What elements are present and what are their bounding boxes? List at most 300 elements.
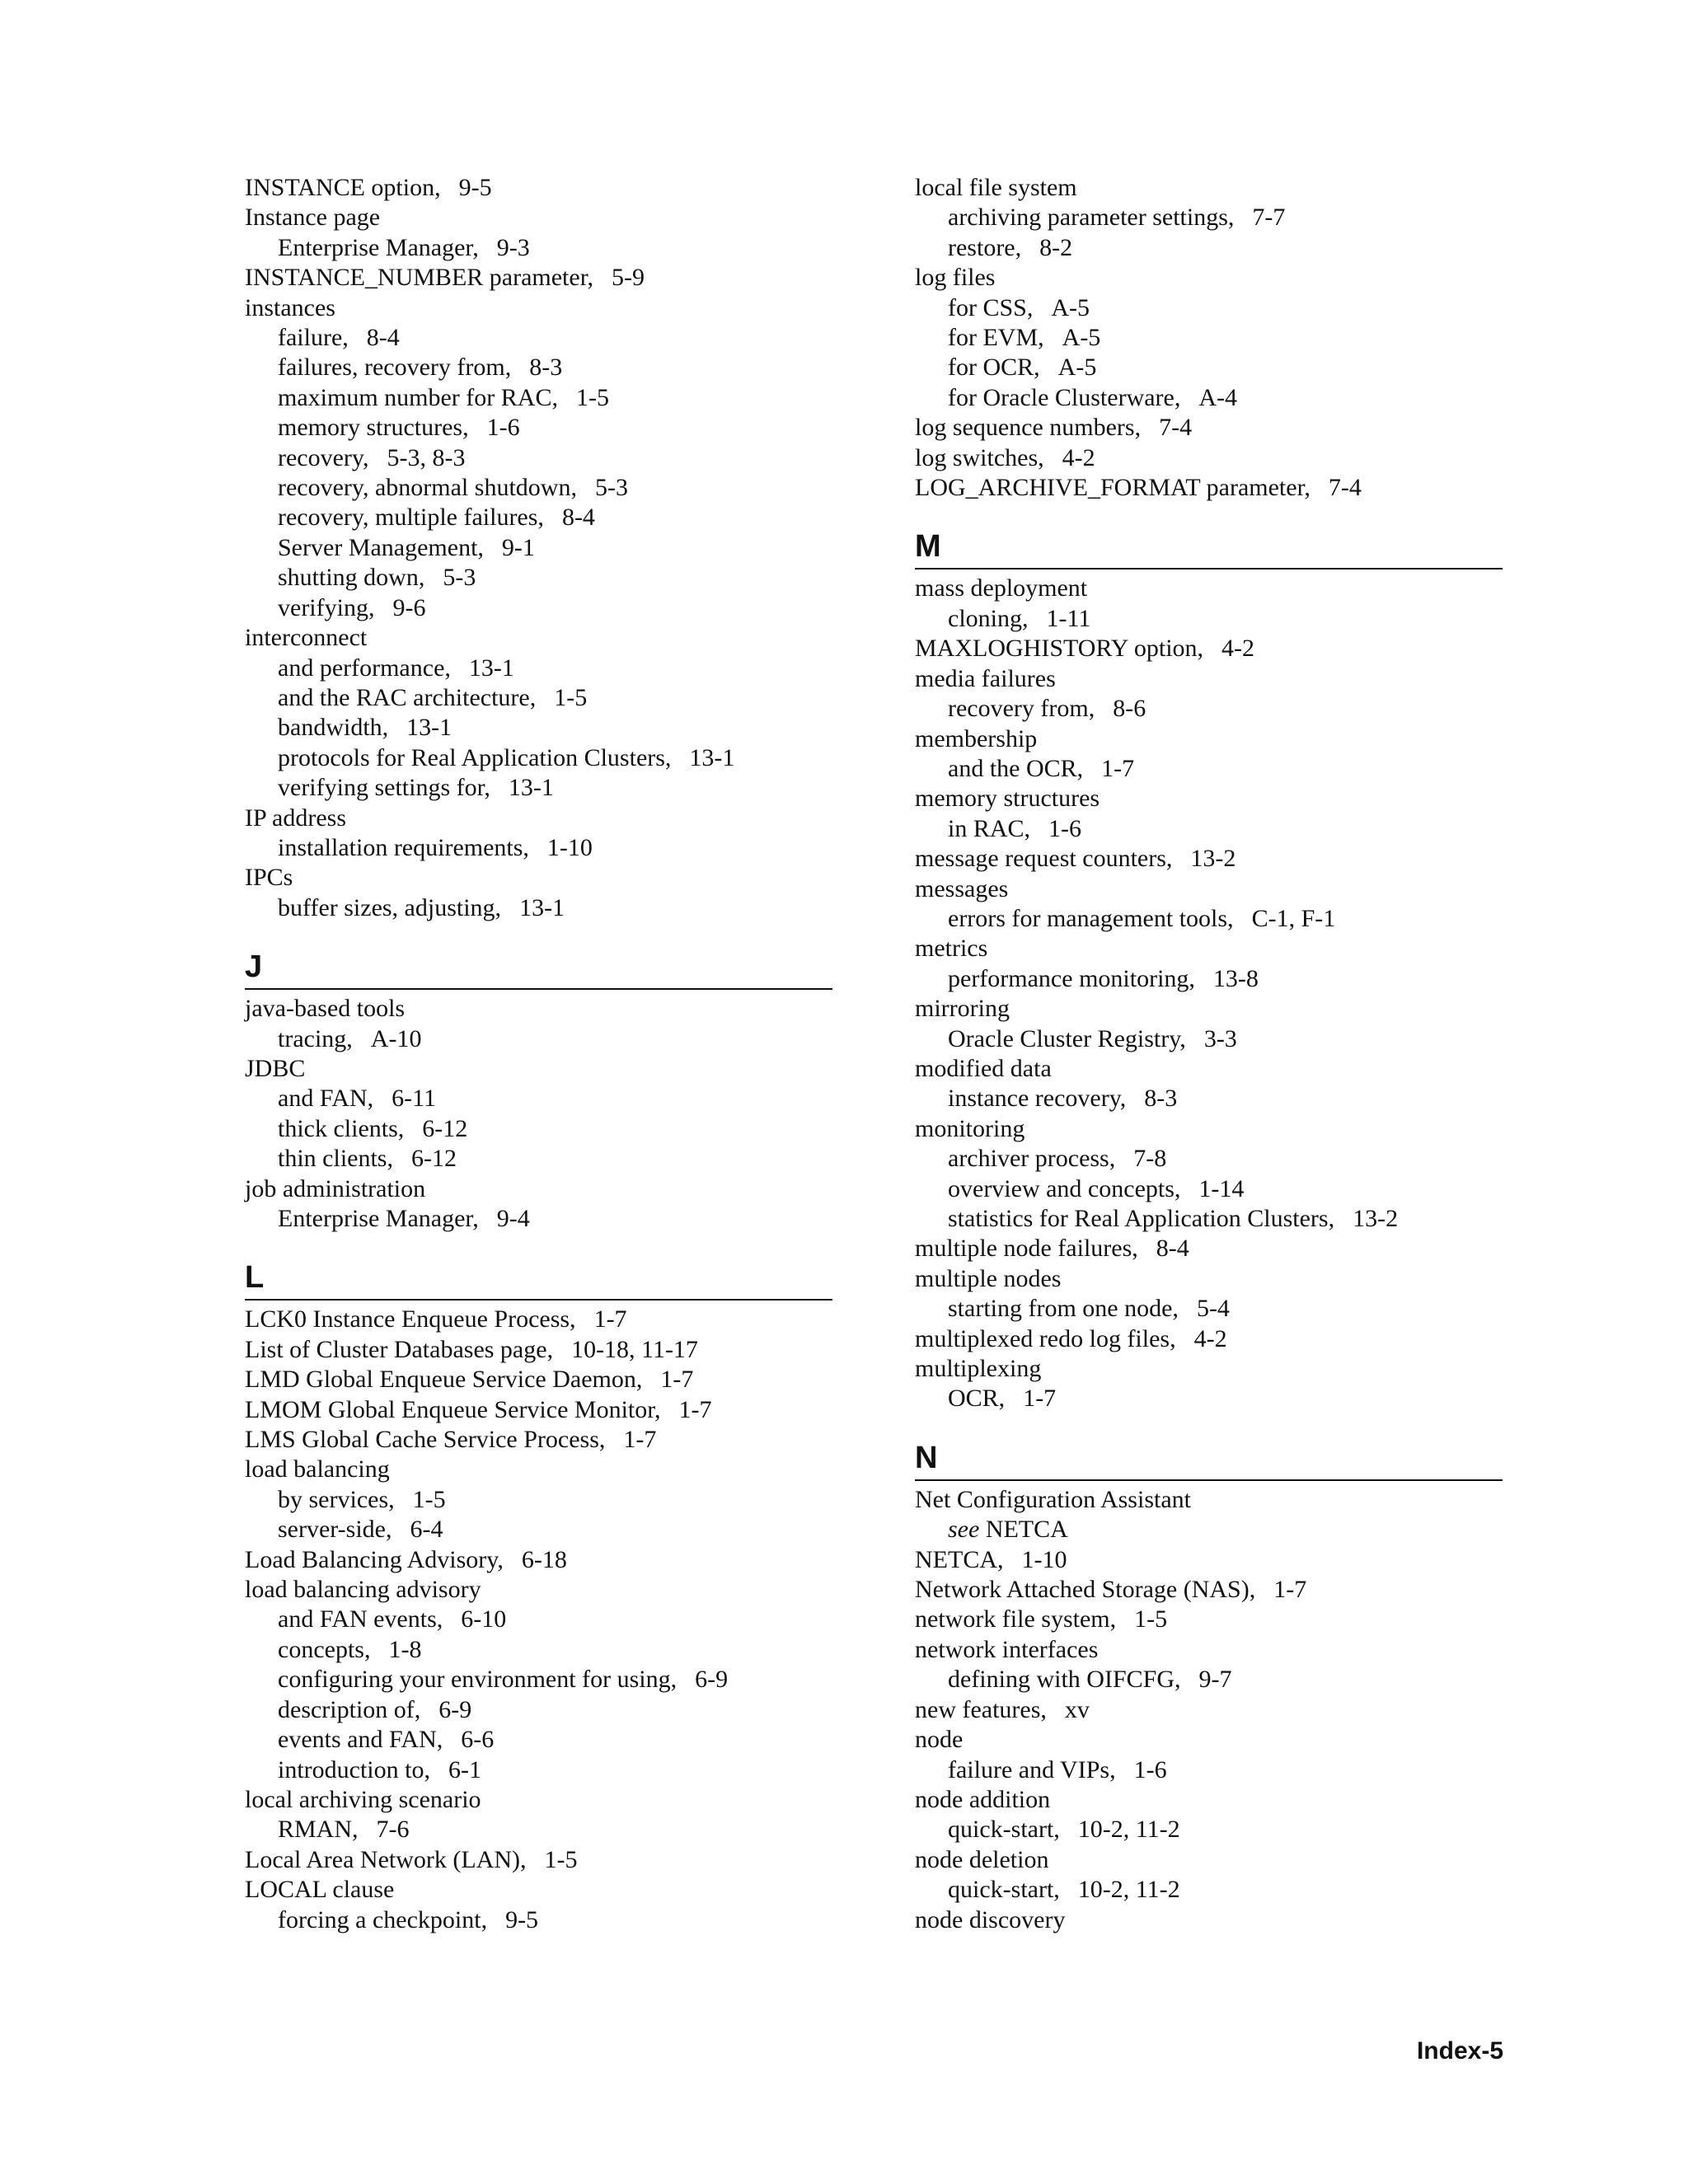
index-term: INSTANCE_NUMBER parameter, (245, 264, 593, 292)
section-heading-j: J (245, 951, 832, 990)
index-entry (915, 574, 1503, 603)
index-entry (915, 784, 1503, 813)
index-term: multiplexing (915, 1355, 1042, 1383)
index-term: IP address (245, 804, 347, 832)
index-term: LMOM Global Enqueue Service Monitor, (245, 1395, 661, 1423)
page-reference: 1-7 (1273, 1576, 1307, 1604)
index-term: multiplexed redo log files, (915, 1324, 1176, 1352)
index-term: LCK0 Instance Enqueue Process, (245, 1305, 576, 1333)
index-subentry (915, 1384, 1503, 1413)
index-entry (245, 1305, 832, 1334)
index-entry (915, 1845, 1503, 1875)
index-subentry (245, 833, 832, 863)
index-entry (245, 863, 832, 893)
index-term: Instance page (245, 204, 381, 232)
index-entry (245, 994, 832, 1024)
page-reference: 1-7 (593, 1305, 627, 1333)
index-term: interconnect (245, 624, 368, 652)
index-term: description of, (278, 1695, 421, 1723)
index-term: mirroring (915, 995, 1010, 1023)
index-term: overview and concepts, (948, 1174, 1181, 1202)
index-term: IPCs (245, 864, 293, 892)
page-reference: A-5 (1051, 293, 1090, 321)
index-subentry (915, 1024, 1503, 1054)
index-term: load balancing advisory (245, 1576, 481, 1604)
page-reference: 1-14 (1198, 1174, 1245, 1202)
page-reference: 1-7 (660, 1366, 694, 1394)
page-reference: 1-5 (1134, 1605, 1168, 1633)
see-reference-label: see (948, 1516, 980, 1544)
index-subentry (245, 1665, 832, 1694)
page-reference: 6-6 (461, 1726, 495, 1754)
index-entry (245, 623, 832, 653)
index-term: defining with OIFCFG, (948, 1666, 1181, 1694)
index-term: errors for management tools, (948, 904, 1234, 932)
page-reference: 1-6 (486, 414, 520, 442)
index-subentry (245, 473, 832, 503)
index-term: JDBC (245, 1054, 306, 1082)
index-term: and the OCR, (948, 754, 1084, 782)
index-entry (915, 1575, 1503, 1605)
index-term: bandwidth, (278, 714, 389, 742)
index-subentry (245, 1084, 832, 1113)
page-reference: 9-6 (392, 593, 426, 621)
index-term: network interfaces (915, 1635, 1099, 1663)
index-entry (915, 994, 1503, 1024)
index-entry (915, 173, 1503, 203)
page-footer-number: Index-5 (1416, 2037, 1503, 2064)
index-subentry (915, 353, 1503, 382)
page-reference: 6-10 (461, 1605, 507, 1633)
index-entry (245, 1335, 832, 1365)
page-reference: 6-9 (438, 1695, 472, 1723)
index-entry (915, 1545, 1503, 1575)
index-term: List of Cluster Databases page, (245, 1335, 554, 1363)
page-reference: 1-10 (546, 833, 593, 861)
index-subentry (915, 1815, 1503, 1844)
page-reference: 13-1 (519, 893, 565, 921)
index-subentry (245, 713, 832, 743)
index-entry (915, 1635, 1503, 1665)
index-subentry (245, 683, 832, 713)
index-entry (915, 1695, 1503, 1725)
page-reference: 8-4 (561, 504, 595, 532)
index-entry (245, 1395, 832, 1425)
index-term: log switches, (915, 443, 1044, 471)
index-subentry (915, 694, 1503, 724)
index-term: Load Balancing Advisory, (245, 1545, 504, 1573)
index-term: NETCA, (915, 1545, 1004, 1573)
index-entry (915, 1324, 1503, 1354)
index-entry (245, 203, 832, 232)
index-term: archiver process, (948, 1145, 1116, 1173)
index-term: message request counters, (915, 845, 1173, 873)
index-entry (245, 1845, 832, 1875)
index-subentry (245, 1144, 832, 1174)
index-subentry (915, 1174, 1503, 1204)
page-reference: 6-1 (448, 1755, 481, 1783)
index-subentry (245, 563, 832, 593)
page-reference: 6-12 (410, 1145, 457, 1173)
index-term: node addition (915, 1785, 1051, 1813)
page-reference: 7-7 (1252, 204, 1286, 232)
index-entry (915, 473, 1503, 503)
index-subentry (245, 893, 832, 923)
index-subentry (915, 964, 1503, 994)
index-term: recovery, abnormal shutdown, (278, 474, 577, 502)
index-term: messages (915, 874, 1009, 902)
index-subentry (915, 323, 1503, 353)
index-subentry (245, 1725, 832, 1755)
index-term: node deletion (915, 1845, 1049, 1873)
index-term: instance recovery, (948, 1085, 1127, 1113)
index-subentry (915, 904, 1503, 934)
page-reference: 8-3 (1144, 1085, 1178, 1113)
index-entry (245, 293, 832, 323)
page-reference: 1-5 (412, 1485, 446, 1513)
index-term: verifying, (278, 593, 375, 621)
index-term: Enterprise Manager, (278, 233, 479, 261)
index-subentry (245, 353, 832, 382)
index-subentry (915, 383, 1503, 413)
index-subentry (915, 1084, 1503, 1113)
index-subentry (245, 1515, 832, 1544)
index-term: failure, (278, 324, 349, 352)
index-term: maximum number for RAC, (278, 383, 558, 411)
index-term: node (915, 1726, 964, 1754)
index-term: in RAC, (948, 814, 1031, 842)
index-entry (915, 1114, 1503, 1144)
page-reference: 13-1 (468, 654, 514, 682)
index-subentry (245, 1755, 832, 1785)
index-term: for OCR, (948, 354, 1040, 382)
index-entry (915, 1354, 1503, 1384)
page-reference: 7-8 (1133, 1145, 1167, 1173)
index-term: and the RAC architecture, (278, 683, 537, 711)
index-term: media failures (915, 664, 1056, 692)
page-reference: 5-3 (443, 564, 476, 592)
page-reference: 13-1 (689, 743, 735, 771)
index-subentry (915, 1144, 1503, 1174)
index-term: and FAN, (278, 1085, 374, 1113)
page-reference: 1-5 (554, 683, 588, 711)
index-subentry (245, 503, 832, 532)
page-reference: 13-1 (508, 774, 554, 802)
page-reference: 1-6 (1048, 814, 1082, 842)
index-column-left (245, 173, 832, 1935)
index-term: tracing, (278, 1024, 353, 1052)
index-subentry (245, 1905, 832, 1935)
page-reference: xv (1064, 1695, 1090, 1723)
index-subentry (245, 654, 832, 683)
page-reference: 1-11 (1046, 604, 1091, 632)
section-heading-l: L (245, 1262, 832, 1301)
index-entry (245, 173, 832, 203)
page-reference: 9-4 (496, 1205, 530, 1232)
index-entry (245, 1054, 832, 1084)
index-term: monitoring (915, 1114, 1025, 1142)
page-reference: 1-7 (623, 1426, 657, 1454)
index-subentry (245, 1024, 832, 1054)
index-entry (915, 1905, 1503, 1935)
index-term: introduction to, (278, 1755, 430, 1783)
index-subentry (915, 293, 1503, 323)
page-reference: 5-3, 8-3 (387, 443, 466, 471)
page-reference: 13-1 (406, 714, 452, 742)
index-subentry (915, 1294, 1503, 1324)
index-term: membership (915, 724, 1038, 752)
page-reference: 5-4 (1196, 1295, 1230, 1323)
index-entry (915, 263, 1503, 293)
index-term: server-side, (278, 1516, 392, 1544)
index-term: recovery, multiple failures, (278, 504, 544, 532)
page-reference: 9-7 (1198, 1666, 1232, 1694)
index-term: job administration (245, 1174, 426, 1202)
index-entry (915, 634, 1503, 663)
page-reference: 13-8 (1212, 964, 1259, 992)
index-subentry (245, 323, 832, 353)
page-reference: 13-2 (1353, 1205, 1399, 1232)
index-term: Server Management, (278, 533, 484, 561)
index-term: multiple node failures, (915, 1235, 1138, 1263)
index-term: buffer sizes, adjusting, (278, 893, 502, 921)
page-reference: C-1, F-1 (1251, 904, 1336, 932)
page-reference: 1-7 (678, 1395, 712, 1423)
index-subentry (245, 233, 832, 263)
section-heading-n: N (915, 1442, 1503, 1481)
section-heading-m: M (915, 531, 1503, 569)
index-subentry (245, 773, 832, 803)
index-subentry (245, 413, 832, 443)
index-entry (915, 1234, 1503, 1263)
page-reference: 1-5 (544, 1845, 578, 1873)
page-reference: 1-7 (1023, 1385, 1057, 1413)
index-term: Enterprise Manager, (278, 1205, 479, 1232)
index-term: LMS Global Cache Service Process, (245, 1426, 606, 1454)
index-entry (915, 934, 1503, 963)
index-entry (915, 844, 1503, 874)
index-term: recovery from, (948, 695, 1095, 723)
index-entry (245, 1545, 832, 1575)
index-term: for CSS, (948, 293, 1034, 321)
page-reference: 6-11 (392, 1085, 436, 1113)
page-reference: 5-3 (594, 474, 628, 502)
page-reference: 10-2, 11-2 (1077, 1876, 1180, 1904)
index-term: RMAN, (278, 1816, 359, 1844)
index-term: forcing a checkpoint, (278, 1905, 488, 1933)
index-term: installation requirements, (278, 833, 529, 861)
page-reference: 7-6 (376, 1816, 410, 1844)
index-subentry (245, 1114, 832, 1144)
page-reference: 9-5 (458, 174, 492, 201)
index-subentry (245, 533, 832, 563)
index-entry (915, 1485, 1503, 1515)
page-reference: 10-2, 11-2 (1077, 1816, 1180, 1844)
page-reference: A-5 (1062, 324, 1101, 352)
index-entry (245, 263, 832, 293)
index-term: recovery, (278, 443, 369, 471)
index-subentry (915, 233, 1503, 263)
page-reference: 4-2 (1062, 443, 1095, 471)
index-term: quick-start, (948, 1816, 1060, 1844)
index-term: concepts, (278, 1635, 371, 1663)
index-entry (245, 1785, 832, 1815)
index-term: node discovery (915, 1905, 1066, 1933)
index-term: metrics (915, 935, 988, 963)
index-term: Network Attached Storage (NAS), (915, 1576, 1256, 1604)
index-entry (915, 443, 1503, 473)
index-term: by services, (278, 1485, 395, 1513)
index-term: MAXLOGHISTORY option, (915, 635, 1204, 663)
page-reference: 6-18 (521, 1545, 567, 1573)
index-subentry (915, 1875, 1503, 1905)
index-subentry (245, 743, 832, 773)
index-term: restore, (948, 233, 1022, 261)
index-entry (245, 1365, 832, 1394)
page-reference: 10-18, 11-17 (571, 1335, 698, 1363)
index-term: log sequence numbers, (915, 414, 1142, 442)
index-entry (245, 1575, 832, 1605)
index-subentry (245, 1815, 832, 1844)
index-entry (915, 1054, 1503, 1084)
page-reference: 5-9 (612, 264, 645, 292)
index-entry (915, 1725, 1503, 1755)
page-reference: A-10 (370, 1024, 422, 1052)
index-term: shutting down, (278, 564, 425, 592)
index-term: verifying settings for, (278, 774, 490, 802)
index-term: LMD Global Enqueue Service Daemon, (245, 1366, 643, 1394)
index-term: and performance, (278, 654, 451, 682)
index-term: load balancing (245, 1455, 390, 1483)
page-reference: A-5 (1057, 354, 1097, 382)
index-term: LOCAL clause (245, 1876, 395, 1904)
index-term: Oracle Cluster Registry, (948, 1024, 1186, 1052)
index-term: OCR, (948, 1385, 1006, 1413)
index-subentry (915, 1665, 1503, 1694)
index-entry (245, 1875, 832, 1905)
page-reference: 1-8 (388, 1635, 422, 1663)
index-term: NETCA (985, 1516, 1068, 1544)
page-reference: 3-3 (1203, 1024, 1237, 1052)
index-subentry (915, 604, 1503, 634)
index-term: INSTANCE option, (245, 174, 441, 201)
page-reference: 6-4 (410, 1516, 443, 1544)
index-term: local archiving scenario (245, 1785, 481, 1813)
index-entry (915, 1605, 1503, 1634)
index-term: protocols for Real Application Clusters, (278, 743, 672, 771)
index-term: new features, (915, 1695, 1047, 1723)
index-subentry (915, 1515, 1503, 1544)
index-entry (245, 804, 832, 833)
page-reference: 4-2 (1221, 635, 1255, 663)
index-term: java-based tools (245, 995, 406, 1023)
page-reference: 6-12 (422, 1114, 468, 1142)
index-term: thin clients, (278, 1145, 393, 1173)
index-entry (245, 1174, 832, 1204)
index-term: cloning, (948, 604, 1029, 632)
page-reference: 9-1 (501, 533, 535, 561)
page-reference: 8-4 (366, 324, 400, 352)
page-reference: 1-10 (1021, 1545, 1067, 1573)
index-term: local file system (915, 174, 1077, 201)
index-subentry (915, 754, 1503, 784)
index-subentry (245, 443, 832, 473)
page-reference: A-4 (1198, 383, 1238, 411)
index-term: modified data (915, 1054, 1052, 1082)
index-term: configuring your environment for using, (278, 1666, 678, 1694)
index-term: instances (245, 293, 335, 321)
index-subentry (245, 383, 832, 413)
page-reference: 7-4 (1159, 414, 1193, 442)
index-term: for EVM, (948, 324, 1044, 352)
index-entry (915, 664, 1503, 694)
index-entry (245, 1455, 832, 1484)
index-term: quick-start, (948, 1876, 1060, 1904)
index-subentry (915, 203, 1503, 232)
index-subentry (245, 1204, 832, 1234)
index-entry (915, 724, 1503, 754)
index-term: multiple nodes (915, 1264, 1062, 1292)
index-subentry (245, 1605, 832, 1634)
index-subentry (245, 1695, 832, 1725)
index-term: mass deployment (915, 574, 1088, 602)
page-reference: 13-2 (1190, 845, 1236, 873)
index-entry (915, 1264, 1503, 1294)
index-term: Local Area Network (LAN), (245, 1845, 527, 1873)
index-term: Net Configuration Assistant (915, 1485, 1191, 1513)
page-reference: 7-4 (1328, 474, 1362, 502)
index-term: thick clients, (278, 1114, 405, 1142)
page-reference: 4-2 (1193, 1324, 1227, 1352)
index-term: starting from one node, (948, 1295, 1179, 1323)
page-reference: 8-3 (529, 354, 563, 382)
index-term: events and FAN, (278, 1726, 443, 1754)
index-column-right (915, 173, 1503, 1935)
index-term: statistics for Real Application Clusters, (948, 1205, 1335, 1232)
index-subentry (915, 1755, 1503, 1785)
index-term: for Oracle Clusterware, (948, 383, 1181, 411)
page-reference: 8-4 (1156, 1235, 1189, 1263)
page-reference: 1-7 (1101, 754, 1135, 782)
index-term: performance monitoring, (948, 964, 1195, 992)
page-reference: 1-5 (575, 383, 609, 411)
page-reference: 8-6 (1113, 695, 1146, 723)
index-term: archiving parameter settings, (948, 204, 1235, 232)
index-subentry (245, 1485, 832, 1515)
page-reference: 6-9 (695, 1666, 729, 1694)
index-subentry (245, 1635, 832, 1665)
index-term: failure and VIPs, (948, 1755, 1116, 1783)
page-reference: 9-3 (496, 233, 530, 261)
index-term: memory structures, (278, 414, 469, 442)
index-term: failures, recovery from, (278, 354, 512, 382)
index-entry (915, 413, 1503, 443)
index-term: memory structures (915, 785, 1100, 813)
index-term: LOG_ARCHIVE_FORMAT parameter, (915, 474, 1311, 502)
index-entry (245, 1425, 832, 1455)
page-reference: 9-5 (505, 1905, 539, 1933)
index-entry (915, 874, 1503, 904)
index-term: network file system, (915, 1605, 1117, 1633)
page-reference: 1-6 (1133, 1755, 1167, 1783)
page-reference: 8-2 (1039, 233, 1073, 261)
index-subentry (915, 814, 1503, 844)
index-term: log files (915, 264, 996, 292)
index-subentry (245, 593, 832, 623)
index-subentry (915, 1204, 1503, 1234)
index-entry (915, 1785, 1503, 1815)
index-term: and FAN events, (278, 1605, 443, 1633)
